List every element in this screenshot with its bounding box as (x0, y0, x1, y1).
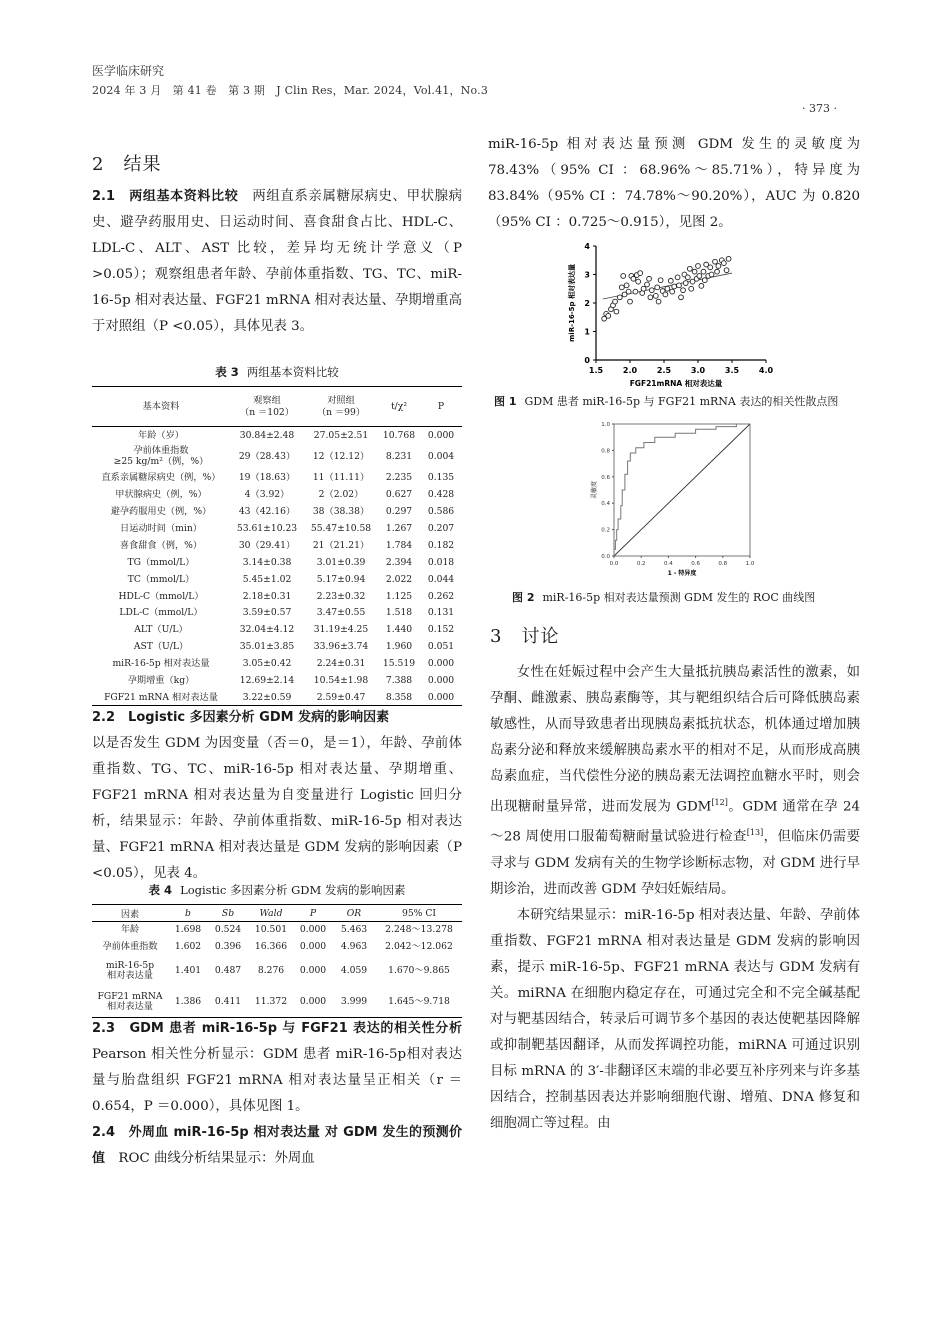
table-4-row (92, 956, 462, 987)
table-3-cell: 0.000 (427, 675, 455, 687)
table-4-cell: 0.000 (299, 941, 327, 952)
data-point (715, 269, 720, 274)
y-tick-label: 0.8 (601, 448, 610, 455)
table-4-title: Logistic 多因素分析 GDM 发病的影响因素 (180, 883, 406, 897)
data-point (699, 284, 704, 289)
table-4-header-factor: 因素 (92, 905, 168, 922)
y-tick-label: 0 (584, 356, 590, 365)
table-3-cell: 1.125 (385, 590, 413, 602)
data-point (626, 289, 631, 294)
table-3-cell: 21（21.21） (312, 539, 370, 551)
data-point (636, 279, 641, 284)
table-4-header-sb: Sb (208, 905, 248, 922)
table-3-cell: 5.45±1.02 (242, 573, 292, 585)
table-3-cell: 0.182 (427, 539, 455, 551)
table-3-cell: 1.518 (385, 607, 413, 619)
table-3-cell: miR-16-5p 相对表达量 (112, 658, 210, 670)
table-3-header-item: 基本资料 (92, 387, 230, 427)
data-point (726, 256, 731, 261)
section-2-2-heading: 2.2 Logistic 多因素分析 GDM 发病的影响因素 (92, 710, 390, 725)
table-3-cell: 10.768 (382, 429, 416, 441)
table-3-row (92, 443, 462, 469)
data-point (614, 309, 619, 314)
data-point (658, 278, 663, 283)
table-3-cell: ALT（U/L） (134, 624, 188, 636)
table-4-cell: 1.698 (174, 924, 202, 936)
table-4-cell: 0.000 (294, 987, 332, 1018)
table-3-cell: 8.358 (378, 689, 420, 706)
data-point (649, 288, 654, 293)
table-3-header-p: P (420, 387, 462, 427)
table-3-cell: 30.84±2.48 (239, 429, 295, 441)
y-tick-label: 0.6 (601, 474, 610, 481)
data-point (617, 295, 622, 300)
journal-title: 医学临床研究 (92, 64, 165, 78)
table-4-header-ci: 95% CI (376, 905, 462, 922)
table-3-cell: 3.05±0.42 (242, 658, 292, 670)
table-3-cell: AST（U/L） (133, 641, 189, 653)
data-point (648, 295, 653, 300)
table-4-cell: 1.401 (174, 965, 202, 976)
section-2-3-text: Pearson 相关性分析显示：GDM 患者 miR-16-5p相对表达量与胎盘组织 FGF21 mRNA 相对表达量呈正相关（r ＝0.654，P ＝0.000），具体见图 1。 (92, 1047, 462, 1114)
table-4-header-wald: Wald (248, 905, 294, 922)
table-3-cell: 2.022 (385, 573, 413, 585)
table-3-number: 表 3 (215, 365, 239, 379)
x-tick-label: 0.2 (636, 561, 646, 567)
table-3-cell: 27.05±2.51 (313, 429, 369, 441)
discussion (490, 660, 860, 1137)
data-point (689, 286, 694, 291)
data-point (670, 289, 675, 294)
table-3-cell: 2（2.02） (318, 489, 364, 501)
data-point (619, 285, 624, 290)
table-3-cell: 30（29.41） (238, 539, 296, 551)
right-top-text: miR-16-5p 相对表达量预测 GDM 发生的灵敏度为 78.43%（95% CI ：68.96%～85.71%），特异度为 83.84%（95% CI ：74.78%～90.20%），AUC 为 0.820（95% CI ：0.725～0.915），见图 2。 (488, 137, 860, 230)
table-3-cell: 直系亲属糖尿病史（例，%） (101, 472, 221, 484)
table-4-cell: 16.366 (254, 941, 288, 952)
table-3-cell: 0.044 (427, 573, 455, 585)
data-point (685, 275, 690, 280)
data-point (709, 272, 714, 277)
table-3-cell: 0.297 (385, 506, 413, 518)
y-tick-label: 1 (584, 327, 590, 337)
table-4-number: 表 4 (148, 883, 173, 897)
data-point (697, 274, 702, 279)
data-point (647, 276, 652, 281)
table-3-header-ctrl: 对照组 （n ＝99） (304, 387, 378, 427)
data-point (655, 285, 660, 290)
table-3-cell: 0.207 (427, 523, 455, 534)
table-4-cell: 2.248～13.278 (385, 924, 453, 936)
discussion-paragraph-1: 女性在妊娠过程中会产生大量抵抗胰岛素活性的激素，如孕酮、雌激素、胰岛素酶等，其与靶组织结合后可降低胰岛素敏感性，从而导致患者出现胰岛素抵抗状态，机体通过增加胰岛素分泌和释放来缓解胰岛素水平的相对不足，从而形成高胰岛素血症，当代偿性分泌的胰岛素无法调控血糖水平时，则会出现糖耐量异常，进而发展为 GDM[12]。GDM 通常在孕 24～28 周使用口服葡萄糖耐量试验进行检查[13]，但临床仍需要寻求与 GDM 发病有关的生物学诊断标志物，对 GDM 进行早期诊治，进而改善 GDM 孕妇妊娠结局。 (490, 665, 861, 897)
table-3-cell: 3.59±0.57 (242, 607, 292, 619)
table-3-cell: 2.59±0.47 (304, 689, 378, 706)
table-3-row (92, 638, 462, 655)
data-point (683, 281, 688, 286)
table-3-cell: 10.54±1.98 (313, 675, 369, 687)
table-3-cell: 3.01±0.39 (316, 556, 366, 568)
table-4-cell: 5.463 (340, 924, 368, 936)
y-tick-label: 0.2 (601, 527, 610, 534)
section-2-4-heading: 2.4 外周血 miR-16-5p 相对表达量 对 GDM 发生的预测价值 (92, 1125, 462, 1166)
table-3-row (92, 571, 462, 588)
data-point (645, 282, 650, 287)
table-3-cell: 0.152 (427, 624, 455, 636)
table-3-cell: 年龄（岁） (138, 429, 184, 441)
x-tick-label: 1.5 (588, 366, 604, 375)
table-4-caption (92, 882, 462, 898)
table-3-cell: 0.131 (427, 607, 455, 619)
table-3-row (92, 655, 462, 672)
data-point (656, 299, 661, 304)
table-4-cell: 4.059 (340, 965, 368, 976)
y-axis-label: miR-16-5p 相对表达量 (568, 264, 576, 342)
x-tick-label: 0.4 (664, 561, 673, 567)
x-tick-label: 0.8 (718, 561, 728, 567)
section-2-1-heading: 2.1 两组基本资料比较 (92, 189, 239, 204)
table-3-cell: 31.19±4.25 (313, 624, 369, 636)
table-3-cell: 1.784 (385, 539, 413, 551)
data-point (677, 283, 682, 288)
data-point (606, 313, 611, 318)
table-4 (92, 904, 462, 1018)
section-3-title: 3 讨论 (490, 626, 560, 647)
table-3-cell: 43（42.16） (238, 506, 296, 518)
reference-line (614, 424, 750, 556)
y-axis-label: 灵敏度 (591, 480, 598, 500)
ref-13: [13] (746, 828, 764, 838)
table-3 (92, 386, 462, 706)
table-4-cell: 0.411 (208, 987, 248, 1018)
table-3-cell: 53.61±10.23 (236, 523, 298, 534)
table-4-cell: 孕前体重指数 (102, 941, 158, 952)
table-3-cell: 甲状腺病史（例，%） (115, 489, 207, 501)
table-3-cell: 2.23±0.32 (316, 590, 366, 602)
table-4-cell: FGF21 mRNA 相对表达量 (92, 987, 168, 1018)
data-point (721, 261, 726, 266)
y-tick-label: 4 (584, 242, 590, 251)
data-point (628, 299, 633, 304)
table-3-title: 两组基本资料比较 (246, 365, 339, 379)
table-3-cell: 5.17±0.94 (316, 573, 366, 585)
figure-2-title: miR-16-5p 相对表达量预测 GDM 发生的 ROC 曲线图 (542, 591, 816, 604)
table-4-header-p: P (294, 905, 332, 922)
table-3-cell: 15.519 (382, 658, 416, 670)
table-3-row (92, 672, 462, 689)
table-3-cell: LDL-C（mmol/L） (119, 607, 203, 619)
table-3-cell: 喜食甜食（例，%） (119, 539, 203, 551)
table-3-cell: HDL-C（mmol/L） (118, 590, 204, 602)
table-3-cell: 7.388 (385, 675, 413, 687)
table-3-cell: 1.960 (385, 641, 413, 653)
table-3-row (92, 537, 462, 554)
table-3-cell: 2.394 (385, 556, 413, 568)
figure-2-number: 图 2 (512, 591, 535, 604)
table-4-cell: 8.276 (257, 965, 285, 976)
table-3-cell: 0.018 (427, 556, 455, 568)
x-tick-label: 4.0 (758, 366, 774, 375)
table-3-cell: 0.586 (427, 506, 455, 518)
x-tick-label: 2.0 (622, 366, 638, 375)
table-4-row (92, 922, 462, 939)
table-3-row (92, 605, 462, 622)
x-axis-label: 1 - 特异度 (667, 570, 697, 577)
table-4-cell: 1.645～9.718 (376, 987, 462, 1018)
table-4-cell: 0.000 (299, 924, 327, 936)
table-3-cell: 8.231 (385, 450, 413, 462)
page-number: · 373 · (802, 102, 837, 115)
table-4-cell: 4.963 (340, 941, 368, 952)
issue-line: 2024 年 3 月 第 41 卷 第 3 期 J Clin Res，Mar. 2024，Vol.41，No.3 (92, 84, 489, 97)
x-tick-label: 0.0 (609, 561, 619, 567)
figure-1-caption (494, 393, 866, 409)
table-3-cell: 0.000 (427, 658, 455, 670)
table-3-cell: 日运动时间（min） (120, 523, 202, 534)
data-point (687, 266, 692, 271)
table-4-cell: 3.999 (332, 987, 376, 1018)
data-point (624, 283, 629, 288)
table-3-caption (92, 364, 462, 380)
x-axis-label: FGF21mRNA 相对表达量 (629, 379, 723, 388)
data-point (633, 289, 638, 294)
data-point (663, 292, 668, 297)
x-tick-label: 1.0 (745, 561, 755, 567)
data-point (692, 269, 697, 274)
table-3-cell: 0.428 (427, 489, 455, 501)
table-3-cell: 1.440 (385, 624, 413, 636)
section-2-1 (92, 184, 462, 340)
table-3-cell: 0.135 (427, 472, 455, 484)
section-2-title: 2 结果 (92, 154, 162, 175)
table-3-cell: 2.24±0.31 (316, 658, 366, 670)
section-2-3-heading: 2.3 GDM 患者 miR-16-5p 与 FGF21 表达的相关性分析 (92, 1021, 462, 1036)
table-4-row (92, 987, 462, 1018)
table-3-cell: 3.47±0.55 (316, 607, 366, 619)
table-3-row (92, 689, 462, 706)
table-3-cell: 11（11.11） (312, 472, 370, 484)
data-point (641, 286, 646, 291)
table-3-cell: 3.14±0.38 (242, 556, 292, 568)
data-point (701, 269, 706, 274)
data-point (681, 288, 686, 293)
table-3-cell: 55.47±10.58 (310, 523, 372, 534)
x-tick-label: 2.5 (656, 366, 672, 375)
figure-1-number: 图 1 (494, 395, 517, 408)
section-2-3-2-4 (92, 1016, 462, 1172)
table-3-cell: 2.18±0.31 (242, 590, 292, 602)
table-4-cell: 10.501 (254, 924, 288, 936)
table-3-header-stat: t/χ² (378, 387, 420, 427)
x-tick-label: 0.6 (691, 561, 700, 567)
table-3-row (92, 503, 462, 520)
data-point (621, 274, 626, 279)
table-3-row (92, 469, 462, 486)
y-tick-label: 0.4 (601, 501, 610, 508)
table-3-cell: 3.22±0.59 (230, 689, 304, 706)
data-point (653, 293, 658, 298)
data-point (696, 264, 701, 269)
y-tick-label: 3 (584, 270, 590, 280)
table-3-cell: 33.96±3.74 (313, 641, 369, 653)
table-4-cell: 0.524 (214, 924, 242, 936)
table-3-row (92, 520, 462, 537)
table-4-cell: 0.487 (214, 965, 242, 976)
table-3-cell: 避孕药服用史（例，%） (110, 506, 212, 518)
figure-1-title: GDM 患者 miR-16-5p 与 FGF21 mRNA 表达的相关性散点图 (524, 395, 839, 408)
table-4-header-or: OR (332, 905, 376, 922)
table-3-cell: 孕前体重指数 ≥25 kg/m²（例，%） (113, 445, 209, 468)
table-3-cell: 2.235 (385, 472, 413, 484)
table-4-cell: 1.386 (168, 987, 208, 1018)
table-3-cell: 0.262 (427, 590, 455, 602)
figure-1-scatter (566, 238, 786, 388)
table-3-cell: 0.004 (427, 450, 455, 462)
section-2-4-text: ROC 曲线分析结果显示：外周血 (118, 1151, 315, 1166)
x-tick-label: 3.5 (724, 366, 740, 375)
data-point (679, 295, 684, 300)
table-4-cell: 1.670～9.865 (388, 965, 450, 976)
table-4-cell: 11.372 (248, 987, 294, 1018)
table-4-cell: 0.396 (214, 941, 242, 952)
table-3-cell: FGF21 mRNA 相对表达量 (92, 689, 230, 706)
table-3-cell: 19（18.63） (238, 472, 296, 484)
table-4-cell: 1.602 (174, 941, 202, 952)
table-3-cell: 12.69±2.14 (239, 675, 295, 687)
figure-2-caption (512, 589, 872, 605)
table-3-row (92, 486, 462, 503)
section-2-1-text: 两组直系亲属糖尿病史、甲状腺病史、避孕药服用史、日运动时间、喜食甜食占比、HDL-C、LDL-C、ALT、AST 比较，差异均无统计学意义（P >0.05）；观察组患者年龄、孕前体重指数、TG、TC、miR-16-5p 相对表达量、FGF21 mRNA 相对表达量、孕期增重高于对照组（P <0.05），具体见表 3。 (92, 189, 463, 334)
table-3-cell: 38（38.38） (312, 506, 370, 518)
table-3-cell: 32.04±4.12 (239, 624, 295, 636)
data-point (713, 259, 718, 264)
data-point (638, 271, 643, 276)
table-3-row (92, 621, 462, 638)
table-3-cell: 29（28.43） (238, 450, 296, 462)
y-tick-label: 0.0 (601, 554, 610, 560)
table-3-cell: 0.627 (385, 489, 413, 501)
data-point (672, 284, 677, 289)
table-3-row (92, 427, 462, 444)
table-4-row (92, 939, 462, 956)
data-point (708, 265, 713, 270)
table-4-cell: 0.000 (299, 965, 327, 976)
table-3-cell: 4（3.92） (244, 489, 290, 501)
data-point (702, 278, 707, 283)
table-3-cell: 12（12.12） (312, 450, 370, 462)
table-4-cell: 年龄 (120, 924, 140, 936)
table-3-cell: TC（mmol/L） (127, 573, 195, 585)
table-3-row (92, 554, 462, 571)
data-point (668, 278, 673, 283)
data-point (613, 299, 618, 304)
table-4-cell: miR-16-5p 相对表达量 (105, 960, 155, 981)
section-2-2-text: 以是否发生 GDM 为因变量（否＝0，是＝1），年龄、孕前体重指数、TG、TC、miR-16-5p 相对表达量、孕期增重、FGF21 mRNA 相对表达量为自变量进行 Logistic 回归分析，结果显示：年龄、孕前体重指数、miR-16-5p 相对表达量、FGF21 mRNA 相对表达量是 GDM 发病的影响因素（P <0.05），见表 4。 (92, 736, 462, 881)
x-tick-label: 3.0 (690, 366, 706, 375)
table-3-cell: TG（mmol/L） (127, 556, 195, 568)
y-tick-label: 2 (584, 299, 590, 308)
table-3-cell: 孕期增重（kg） (127, 675, 195, 687)
figure-2-roc (590, 418, 780, 583)
table-3-row (92, 588, 462, 605)
discussion-paragraph-2: 本研究结果显示：miR-16-5p 相对表达量、年龄、孕前体重指数、FGF21 mRNA 相对表达量是 GDM 发病的影响因素，提示 miR-16-5p、FGF21 mRNA 表达与 GDM 发病有关。miRNA 在细胞内稳定存在，可通过完全和不完全碱基配对与靶基因结合，转录后可调节多个基因的表达使靶基因降解或抑制靶基因翻译，从而发挥调控功能，miRNA 可通过识别目标 mRNA 的 3′-非翻译区末端的非必要互补序列来与许多基因结合，控制基因表达并影响细胞代谢、增殖、DNA 修复和细胞凋亡等过程。由 (490, 907, 860, 1131)
section-2-2 (92, 705, 462, 887)
data-point (675, 275, 680, 280)
table-3-cell: 1.267 (385, 523, 413, 534)
ref-12: [12] (711, 798, 728, 807)
y-tick-label: 1.0 (601, 422, 610, 428)
table-3-cell: 0.051 (427, 641, 455, 653)
table-4-cell: 2.042～12.062 (385, 941, 453, 952)
table-3-header-obs: 观察组 （n ＝102） (230, 387, 304, 427)
data-point (724, 268, 729, 273)
table-3-cell: 0.000 (420, 689, 462, 706)
data-point (716, 264, 721, 269)
table-4-header-b: b (168, 905, 208, 922)
table-3-cell: 35.01±3.85 (239, 641, 295, 653)
table-3-cell: 0.000 (427, 429, 455, 441)
data-point (665, 286, 670, 291)
